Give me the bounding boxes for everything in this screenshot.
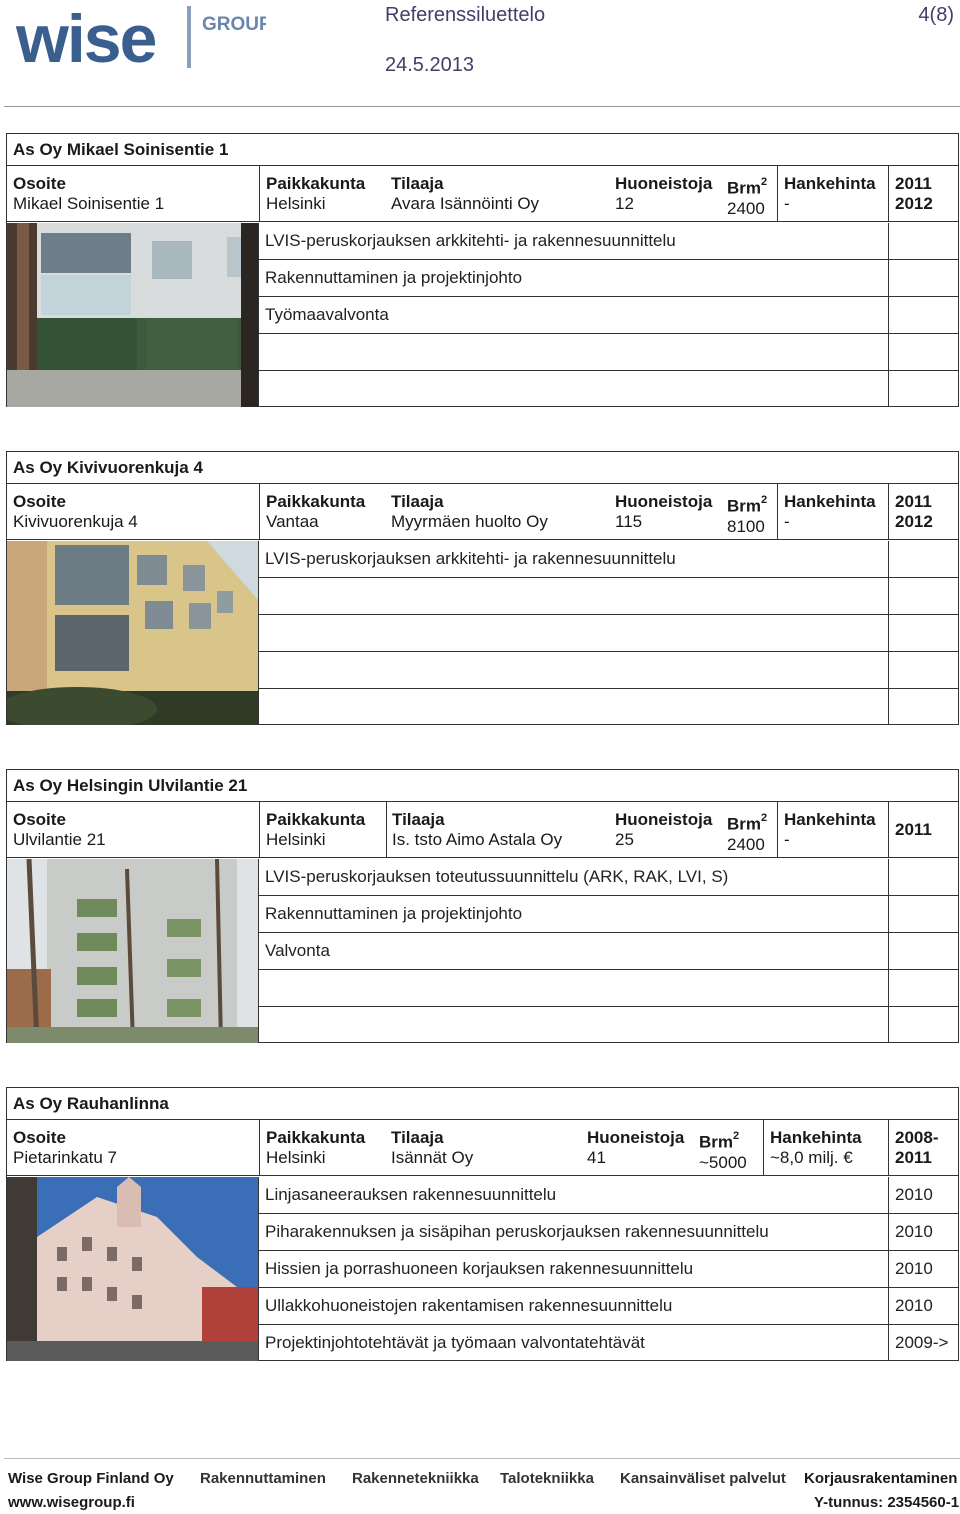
project-info-row xyxy=(7,484,958,540)
area-value: 2400 xyxy=(727,198,765,218)
client-label: Tilaaja xyxy=(391,1128,444,1147)
client-label: Tilaaja xyxy=(391,492,444,511)
apartments-value: 12 xyxy=(615,194,634,213)
task-row xyxy=(259,578,958,615)
cost-value: - xyxy=(784,194,790,213)
area-cell xyxy=(727,484,777,540)
cost-value: - xyxy=(784,830,790,849)
apartments-label: Huoneistoja xyxy=(615,492,713,511)
project-title: As Oy Kivivuorenkuja 4 xyxy=(7,452,958,484)
address-value: Mikael Soinisentie 1 xyxy=(13,194,165,213)
logo-group-text: GROUP xyxy=(202,14,266,35)
address-cell xyxy=(13,1120,253,1176)
year-start: 2011 xyxy=(895,820,932,839)
year-end: 2012 xyxy=(895,512,933,531)
task-row xyxy=(259,970,958,1007)
area-label: Brm$^2$ xyxy=(727,176,768,198)
apartments-cell xyxy=(615,802,725,858)
task-row xyxy=(259,615,958,652)
area-label: Brm$^2$ xyxy=(727,494,768,516)
cost-cell xyxy=(777,484,887,540)
project-title: As Oy Helsingin Ulvilantie 21 xyxy=(7,770,958,802)
apartments-cell xyxy=(615,484,725,540)
city-value: Helsinki xyxy=(266,830,326,849)
client-cell xyxy=(391,484,611,540)
task-row xyxy=(259,689,958,726)
client-value: Avara Isännöinti Oy xyxy=(391,194,540,213)
year-cell xyxy=(888,166,960,222)
footer-item-rakennetekniikka: Rakennetekniikka xyxy=(352,1470,479,1487)
document-date: 24.5.2013 xyxy=(385,54,474,76)
task-row xyxy=(259,652,958,689)
apartments-cell xyxy=(587,1120,697,1176)
address-label: Osoite xyxy=(13,1128,66,1147)
task-row: Työmaavalvonta xyxy=(259,297,958,334)
area-value: ~5000 xyxy=(699,1152,747,1172)
project-card-mikael-soinisentie xyxy=(6,133,959,407)
year-end: 2012 xyxy=(895,194,933,213)
cost-label: Hankehinta xyxy=(784,174,876,193)
area-label: Brm$^2$ xyxy=(727,812,768,834)
task-row: Ullakkohuoneistojen rakentamisen rakennesuunnittelu 2010 xyxy=(259,1288,958,1325)
header-divider xyxy=(4,106,960,107)
footer-item-rakennuttaminen: Rakennuttaminen xyxy=(200,1470,326,1487)
city-cell xyxy=(259,166,385,222)
address-label: Osoite xyxy=(13,492,66,511)
task-row: LVIS-peruskorjauksen arkkitehti- ja rakennesuunnittelu xyxy=(259,223,958,260)
logo-wordmark: wise xyxy=(16,6,156,70)
footer-item-talotekniikka: Talotekniikka xyxy=(500,1470,594,1487)
task-row: Hissien ja porrashuoneen korjauksen rakennesuunnittelu 2010 xyxy=(259,1251,958,1288)
building-photo xyxy=(7,223,259,407)
area-value: 2400 xyxy=(727,834,765,854)
project-card-kivivuorenkuja xyxy=(6,451,959,725)
footer-item-kansainvaliset: Kansainväliset palvelut xyxy=(620,1470,786,1487)
building-photo xyxy=(7,1177,259,1361)
task-list xyxy=(259,1177,958,1361)
area-label: Brm$^2$ xyxy=(699,1130,740,1152)
task-row: Rakennuttaminen ja projektinjohto xyxy=(259,260,958,297)
address-cell xyxy=(13,166,253,222)
project-info-row xyxy=(7,1120,958,1176)
project-title: As Oy Mikael Soinisentie 1 xyxy=(7,134,958,166)
client-cell xyxy=(391,1120,583,1176)
building-photo xyxy=(7,541,259,725)
address-label: Osoite xyxy=(13,174,66,193)
cost-label: Hankehinta xyxy=(784,492,876,511)
task-row: Rakennuttaminen ja projektinjohto xyxy=(259,896,958,933)
task-row: LVIS-peruskorjauksen toteutussuunnittelu (ARK, RAK, LVI, S) xyxy=(259,859,958,896)
task-list xyxy=(259,223,958,407)
task-row: LVIS-peruskorjauksen arkkitehti- ja rakennesuunnittelu xyxy=(259,541,958,578)
city-value: Helsinki xyxy=(266,194,326,213)
apartments-value: 115 xyxy=(615,512,643,531)
document-title: Referenssiluettelo xyxy=(385,4,546,26)
footer-company: Wise Group Finland Oy xyxy=(8,1470,174,1487)
city-label: Paikkakunta xyxy=(266,1128,366,1147)
city-value: Vantaa xyxy=(266,512,319,531)
apartments-value: 25 xyxy=(615,830,634,849)
cost-cell xyxy=(763,1120,887,1176)
city-cell xyxy=(259,484,385,540)
wise-group-logo xyxy=(16,6,266,70)
apartments-value: 41 xyxy=(587,1148,606,1167)
cost-cell xyxy=(777,166,887,222)
address-value: Ulvilantie 21 xyxy=(13,830,106,849)
address-value: Pietarinkatu 7 xyxy=(13,1148,117,1167)
cost-label: Hankehinta xyxy=(784,810,876,829)
client-value: Myyrmäen huolto Oy xyxy=(391,512,548,531)
area-value: 8100 xyxy=(727,516,765,536)
address-value: Kivivuorenkuja 4 xyxy=(13,512,138,531)
city-label: Paikkakunta xyxy=(266,810,366,829)
client-cell xyxy=(386,802,614,858)
year-start: 2011 xyxy=(895,174,932,193)
building-photo xyxy=(7,859,259,1043)
page-number: 4(8) xyxy=(918,4,954,26)
task-row: Piharakennuksen ja sisäpihan peruskorjauksen rakennesuunnittelu 2010 xyxy=(259,1214,958,1251)
project-title: As Oy Rauhanlinna xyxy=(7,1088,958,1120)
city-value: Helsinki xyxy=(266,1148,326,1167)
task-list xyxy=(259,541,958,725)
project-info-row xyxy=(7,802,958,858)
project-info-row xyxy=(7,166,958,222)
task-row: Valvonta xyxy=(259,933,958,970)
address-label: Osoite xyxy=(13,810,66,829)
year-cell xyxy=(888,802,960,858)
apartments-label: Huoneistoja xyxy=(587,1128,685,1147)
footer-website-link[interactable]: www.wisegroup.fi xyxy=(8,1494,135,1511)
city-label: Paikkakunta xyxy=(266,174,366,193)
area-cell xyxy=(727,802,777,858)
year-start: 2008- xyxy=(895,1128,939,1147)
task-row xyxy=(259,371,958,408)
task-list xyxy=(259,859,958,1043)
cost-value: ~8,0 milj. € xyxy=(770,1148,853,1167)
city-cell xyxy=(259,1120,385,1176)
footer-business-id: Y-tunnus: 2354560-1 xyxy=(814,1494,960,1511)
client-label: Tilaaja xyxy=(391,174,444,193)
year-cell xyxy=(888,1120,960,1176)
cost-label: Hankehinta xyxy=(770,1128,862,1147)
task-row: Projektinjohtotehtävät ja työmaan valvontatehtävät 2009-> xyxy=(259,1325,958,1362)
footer-item-korjausrakentaminen: Korjausrakentaminen xyxy=(804,1470,958,1487)
year-cell xyxy=(888,484,960,540)
address-cell xyxy=(13,802,253,858)
project-card-rauhanlinna xyxy=(6,1087,959,1361)
task-row: Linjasaneerauksen rakennesuunnittelu 2010 xyxy=(259,1177,958,1214)
year-start: 2011 xyxy=(895,492,932,511)
address-cell xyxy=(13,484,253,540)
cost-value: - xyxy=(784,512,790,531)
city-label: Paikkakunta xyxy=(266,492,366,511)
area-cell xyxy=(727,166,777,222)
cost-cell xyxy=(777,802,887,858)
client-value: Is. tsto Aimo Astala Oy xyxy=(392,830,563,849)
client-label: Tilaaja xyxy=(392,810,445,829)
footer-divider xyxy=(4,1458,960,1459)
apartments-cell xyxy=(615,166,725,222)
task-row xyxy=(259,1007,958,1044)
area-cell xyxy=(699,1120,761,1176)
project-card-ulvilantie xyxy=(6,769,959,1043)
apartments-label: Huoneistoja xyxy=(615,174,713,193)
city-cell xyxy=(259,802,385,858)
year-end: 2011 xyxy=(895,1148,932,1167)
client-value: Isännät Oy xyxy=(391,1148,474,1167)
client-cell xyxy=(391,166,611,222)
task-row xyxy=(259,334,958,371)
apartments-label: Huoneistoja xyxy=(615,810,713,829)
